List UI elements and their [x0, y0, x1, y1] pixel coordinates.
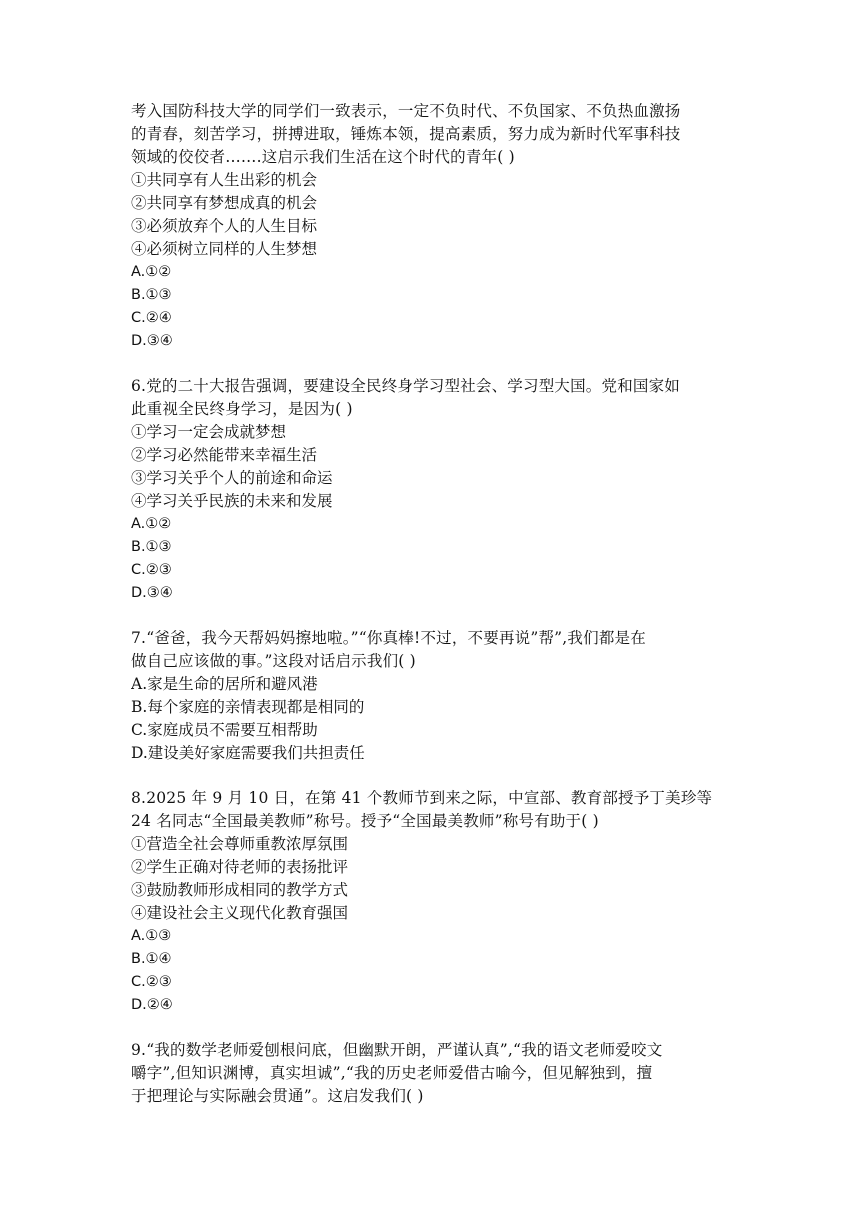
question-stem-line: 考入国防科技大学的同学们一致表示，一定不负时代、不负国家、不负热血激扬: [131, 102, 681, 120]
question-stem-line: 7.“爸爸，我今天帮妈妈擦地啦。”“你真棒!不过，不要再说”帮”,我们都是在: [131, 629, 646, 647]
answer-option: B.①③: [131, 287, 172, 303]
answer-option: C.②④: [131, 310, 172, 326]
statement-item: ①学习一定会成就梦想: [131, 423, 287, 441]
answer-option: C.②③: [131, 974, 172, 990]
answer-option: A.①②: [131, 516, 172, 532]
question-stem-line: 于把理论与实际融会贯通”。这启发我们( ): [131, 1087, 424, 1105]
question-stem-line: 8.2025 年 9 月 10 日，在第 41 个教师节到来之际，中宣部、教育部授予丁美珍等: [131, 789, 713, 807]
answer-option: A.①②: [131, 264, 172, 280]
statement-item: ③学习关乎个人的前途和命运: [131, 469, 333, 487]
question-stem-line: 嚼字”,但知识渊博，真实坦诚”,“我的历史老师爱借古喻今，但见解独到，擅: [131, 1064, 653, 1082]
answer-option: D.建设美好家庭需要我们共担责任: [131, 744, 365, 762]
statement-item: ③必须放弃个人的人生目标: [131, 217, 318, 235]
statement-item: ②共同享有梦想成真的机会: [131, 194, 318, 212]
statement-item: ②学习必然能带来幸福生活: [131, 446, 318, 464]
statement-item: ①营造全社会尊师重教浓厚氛围: [131, 835, 349, 853]
statement-item: ④必须树立同样的人生梦想: [131, 240, 318, 258]
answer-option: D.②④: [131, 997, 173, 1013]
question-stem-line: 领域的佼佼者…….这启示我们生活在这个时代的青年( ): [131, 148, 515, 166]
answer-option: B.每个家庭的亲情表现都是相同的: [131, 698, 365, 716]
answer-option: D.③④: [131, 333, 173, 349]
answer-option: A.①③: [131, 928, 172, 944]
question-stem-line: 24 名同志“全国最美教师”称号。授予“全国最美教师”称号有助于( ): [131, 812, 599, 830]
answer-option: B.①④: [131, 951, 172, 967]
question-stem-line: 此重视全民终身学习，是因为( ): [131, 400, 353, 418]
question-stem-line: 9.“我的数学老师爱刨根问底，但幽默开朗，严谨认真”,“我的语文老师爱咬文: [131, 1041, 663, 1059]
statement-item: ④建设社会主义现代化教育强国: [131, 904, 349, 922]
answer-option: D.③④: [131, 585, 173, 601]
statement-item: ①共同享有人生出彩的机会: [131, 171, 318, 189]
question-list: [131, 100, 743, 1130]
statement-item: ③鼓励教师形成相同的教学方式: [131, 881, 349, 899]
answer-option: A.家是生命的居所和避风港: [131, 675, 318, 693]
question-stem-line: 做自己应该做的事。”这段对话启示我们( ): [131, 652, 416, 670]
statement-item: ②学生正确对待老师的表扬批评: [131, 858, 349, 876]
question-stem-line: 6.党的二十大报告强调，要建设全民终身学习型社会、学习型大国。党和国家如: [131, 377, 680, 395]
question-stem-line: 的青春，刻苦学习，拼搏进取，锤炼本领，提高素质，努力成为新时代军事科技: [131, 125, 681, 143]
answer-option: B.①③: [131, 539, 172, 555]
question-8: [131, 787, 743, 1017]
answer-option: C.②③: [131, 562, 172, 578]
question-5: [131, 100, 743, 353]
statement-item: ④学习关乎民族的未来和发展: [131, 492, 333, 510]
question-7: [131, 627, 743, 765]
question-9: [131, 1039, 743, 1108]
answer-option: C.家庭成员不需要互相帮助: [131, 721, 318, 739]
question-6: [131, 375, 743, 605]
